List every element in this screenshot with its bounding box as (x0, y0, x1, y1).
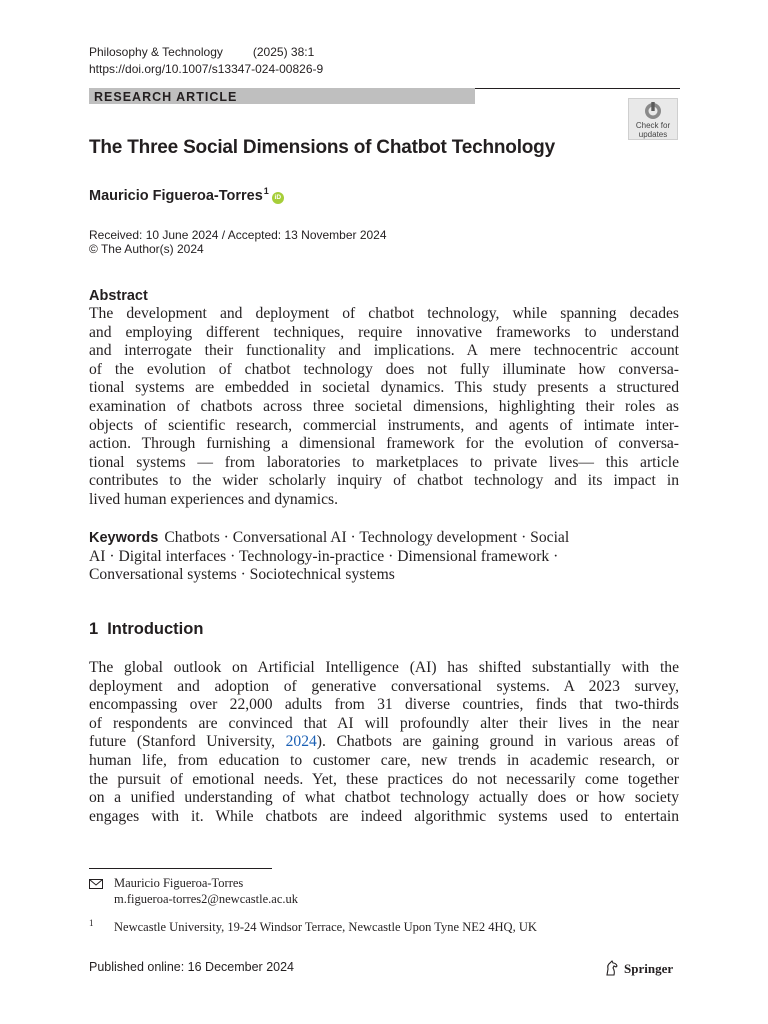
section-number: 1 (89, 620, 99, 638)
keywords-block (89, 529, 679, 585)
footnote-rule (89, 868, 272, 869)
copyright-notice: © The Author(s) 2024 (89, 242, 204, 256)
springer-logo[interactable] (604, 960, 673, 977)
intro-line: encompassing over 22,000 adults from 31 diverse countries, finds that two-thirds (89, 696, 679, 714)
abstract-line: of the evolution of chatbot technology does not fully illuminate how conversa- (89, 360, 679, 378)
intro-line: engages with it. While chatbots are indeed algorithmic systems used to entertain (89, 807, 679, 825)
article-title: The Three Social Dimensions of Chatbot Technology (89, 137, 555, 158)
abstract-line: objects of scientific research, commercial instruments, and agents of intimate inter- (89, 416, 679, 434)
envelope-icon[interactable] (89, 879, 103, 889)
citation-link[interactable]: 2024 (285, 733, 317, 751)
springer-horse-icon (604, 960, 620, 976)
abstract-heading: Abstract (89, 288, 148, 304)
keywords-line-3: Conversational systems · Sociotechnical systems (89, 566, 395, 584)
intro-line: the pursuit of emotional needs. Yet, these practices do not necessarily come together (89, 770, 679, 788)
publisher-name: Springer (624, 961, 674, 976)
orcid-icon[interactable]: iD (272, 192, 284, 204)
affiliation-mark[interactable]: 1 (263, 186, 269, 196)
section-title: Introduction (107, 620, 204, 638)
abstract-body (89, 305, 679, 510)
abstract-line: lived human experiences and dynamics. (89, 490, 338, 508)
check-updates-icon (644, 102, 662, 120)
intro-line: deployment and adoption of generative conversational systems. A 2023 survey, (89, 677, 679, 695)
affiliation-number: 1 (89, 918, 94, 928)
keywords-line-1: Chatbots · Conversational AI · Technology development · Social (164, 529, 570, 546)
intro-line: human life, from education to customer care, new trends in academic research, or (89, 751, 679, 769)
corresponding-author-email[interactable]: m.figueroa-torres2@newcastle.ac.uk (114, 892, 299, 906)
abstract-line: tional systems — from laboratories to marketplaces to private lives— this article (89, 453, 679, 471)
received-accepted-dates: Received: 10 June 2024 / Accepted: 13 November 2024 (89, 228, 387, 242)
affiliation-text: Newcastle University, 19-24 Windsor Terrace, Newcastle Upon Tyne NE2 4HQ, UK (114, 920, 537, 934)
citation: (2025) 38:1 (252, 45, 315, 59)
doi-link[interactable]: https://doi.org/10.1007/s13347-024-00826-9 (89, 62, 324, 76)
abstract-line: and employing different techniques, require innovative frameworks to understand (89, 323, 679, 341)
published-online-date: Published online: 16 December 2024 (89, 960, 294, 974)
intro-line: The global outlook on Artificial Intelligence (AI) has shifted substantially with the (89, 659, 679, 676)
introduction-body (89, 659, 679, 826)
abstract-line: contributes to the wider scholarly inquiry of chatbot technology and its impact in (89, 472, 679, 490)
section-heading (89, 620, 203, 639)
abstract-line: action. Through furnishing a dimensional framework for the evolution of conversa- (89, 435, 679, 453)
header-rule (475, 88, 680, 89)
abstract-line: examination of chatbots across three societal dimensions, highlighting their roles as (89, 397, 679, 415)
author-name[interactable]: Mauricio Figueroa-Torres (89, 188, 263, 204)
corresponding-author-name: Mauricio Figueroa-Torres (114, 876, 244, 890)
journal-citation-line (89, 45, 314, 59)
keywords-line-2: AI · Digital interfaces · Technology-in-practice · Dimensional framework · (89, 547, 559, 565)
intro-line: of respondents are convinced that AI will profoundly alter their lives in the near (89, 714, 679, 732)
article-type-label: RESEARCH ARTICLE (94, 90, 238, 104)
check-updates-text: Check for updates (635, 121, 671, 139)
keywords-line (89, 529, 679, 548)
intro-line: on a unified understanding of what chatbot technology actually does or how society (89, 789, 679, 807)
intro-line: future (Stanford University, 2024). Chatbots are gaining ground in various areas of (89, 733, 679, 751)
abstract-line: tional systems are embedded in societal dynamics. This study presents a structured (89, 379, 679, 397)
check-for-updates-button[interactable] (628, 98, 678, 140)
abstract-line: The development and deployment of chatbot technology, while spanning decades (89, 305, 679, 322)
journal-name: Philosophy & Technology (89, 45, 223, 59)
abstract-line: and interrogate their functionality and implications. A mere technocentric account (89, 342, 679, 360)
author-line (89, 186, 284, 204)
keywords-label: Keywords (89, 530, 159, 546)
